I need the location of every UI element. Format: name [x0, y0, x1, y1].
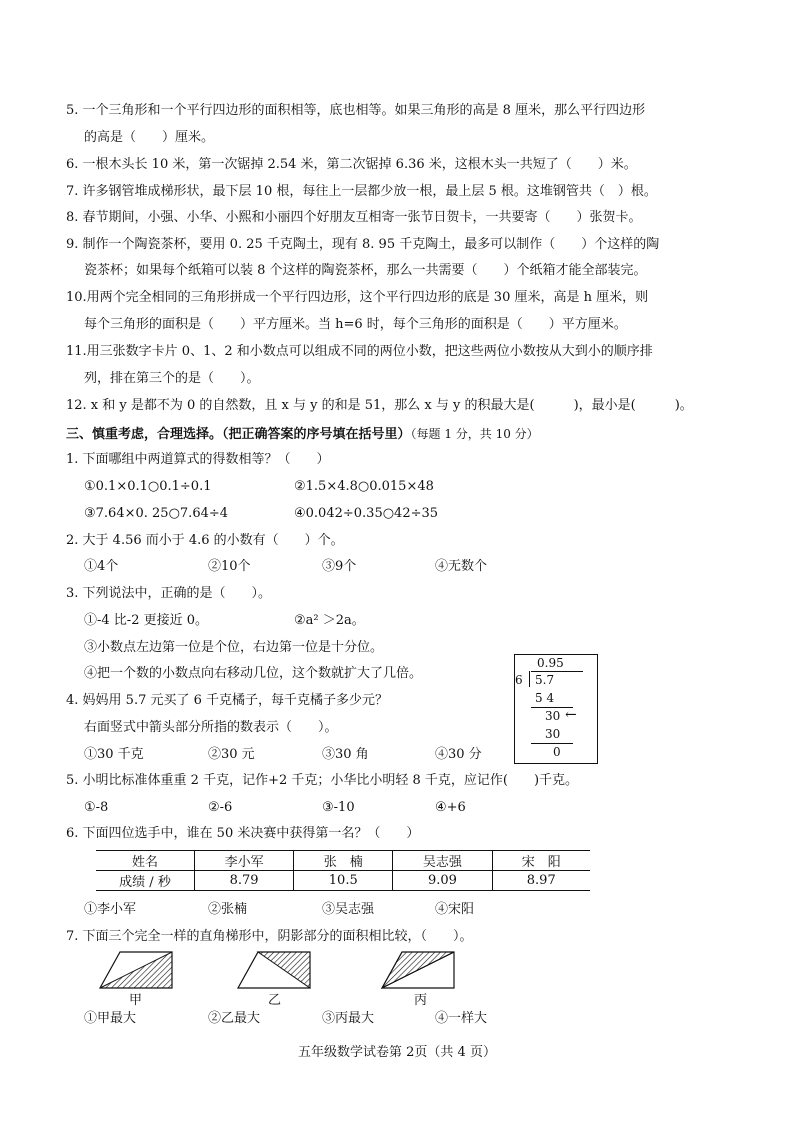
division-divisor: 6	[515, 673, 523, 687]
section3-heading	[66, 424, 539, 445]
q3-6-option-1: ①李小军	[84, 902, 137, 917]
label-jia: 甲	[129, 993, 143, 1008]
q3-1-option-4: ④0.042÷0.35○42÷35	[294, 506, 439, 521]
trapezoid-bing	[380, 950, 456, 990]
q2-8: 8. 春节期间，小强、小华、小熙和小丽四个好朋友互相寄一张节日贺卡，一共要寄（ ）张贺卡。	[66, 210, 642, 225]
table-header-row	[96, 851, 590, 871]
table-cell: 8.79	[195, 871, 294, 891]
q3-6-option-2: ②张楠	[208, 902, 248, 917]
table-cell: 9.09	[393, 871, 492, 891]
q3-1-option-1: ①0.1×0.1○0.1÷0.1	[84, 479, 212, 494]
q2-5-line1: 5. 一个三角形和一个平行四边形的面积相等，底也相等。如果三角形的高是 8 厘米，那么平行四边形	[66, 103, 646, 118]
q2-10-line1: 10.用两个完全相同的三角形拼成一个平行四边形，这个平行四边形的底是 30 厘米，高是 h 厘米，则	[66, 290, 649, 305]
section3-note: （每题 1 分，共 10 分）	[410, 427, 539, 441]
q3-6-option-4: ④宋阳	[435, 902, 475, 917]
q3-2-option-3: ③9个	[322, 559, 357, 574]
q2-10-line2: 每个三角形的面积是（ ）平方厘米。当 h=6 时，每个三角形的面积是（ ）平方厘米。	[84, 317, 627, 332]
q3-1-option-2: ②1.5×4.8○0.015×48	[294, 479, 434, 494]
q3-4-option-3: ③30 角	[322, 747, 369, 762]
q3-3-stem: 3. 下列说法中，正确的是（ ）。	[66, 586, 272, 601]
q2-12: 12. x 和 y 是都不为 0 的自然数，且 x 与 y 的和是 51，那么 x 与 y 的积最大是( )，最小是( )。	[66, 398, 693, 413]
q3-4-option-4: ④30 分	[435, 747, 482, 762]
division-dividend: 5.7	[535, 673, 555, 687]
q3-2-stem: 2. 大于 4.56 而小于 4.6 的小数有（ ）个。	[66, 533, 344, 548]
trapezoid-yi	[236, 950, 312, 990]
table-cell: 成绩 / 秒	[96, 871, 195, 891]
q3-7-option-4: ④一样大	[435, 1011, 488, 1026]
q3-3-option-1: ①-4 比-2 更接近 0。	[84, 613, 208, 628]
label-yi: 乙	[268, 993, 282, 1008]
long-division-box	[514, 654, 598, 764]
division-step2: 30	[545, 709, 561, 723]
section3-title: 三、慎重考虑，合理选择。（把正确答案的序号填在括号里）	[66, 427, 411, 442]
division-bar	[531, 671, 583, 672]
table-cell: 姓名	[96, 851, 195, 871]
q3-4-stem: 4. 妈妈用 5.7 元买了 6 千克橘子，每千克橘子多少元？	[66, 693, 389, 708]
q3-6-option-3: ③吴志强	[322, 902, 375, 917]
q2-9-line1: 9. 制作一个陶瓷茶杯，要用 0. 25 千克陶土，现有 8. 95 千克陶土，最多可以制作（ ）个这样的陶	[66, 237, 660, 252]
division-line-2	[531, 743, 573, 744]
division-step1: 5 4	[535, 691, 555, 705]
q3-7-stem: 7. 下面三个完全一样的直角梯形中，阴影部分的面积相比较，（ ）。	[66, 929, 473, 944]
division-step3: 30	[545, 727, 561, 741]
division-quotient: 0.95	[537, 656, 564, 670]
q3-2-option-1: ①4个	[84, 559, 119, 574]
q3-4-option-2: ②30 元	[208, 747, 255, 762]
q3-1-stem: 1. 下面哪组中两道算式的得数相等？（ ）	[66, 452, 330, 467]
q3-2-option-4: ④无数个	[435, 559, 488, 574]
q2-5-line2: 的高是（ ）厘米。	[84, 130, 215, 145]
trapezoid-jia	[98, 950, 174, 990]
q3-5-option-4: ④+6	[435, 800, 466, 815]
table-row	[96, 871, 590, 891]
q3-4-sub: 右面竖式中箭头部分所指的数表示（ ）。	[84, 720, 338, 735]
q3-7-option-1: ①甲最大	[84, 1011, 137, 1026]
results-table	[96, 850, 590, 891]
q3-1-option-3: ③7.64×0. 25○7.64÷4	[84, 506, 229, 521]
division-remainder: 0	[553, 745, 561, 759]
q3-2-option-2: ②10个	[208, 559, 251, 574]
table-cell: 李小军	[195, 851, 294, 871]
table-cell: 吴志强	[393, 851, 492, 871]
table-cell: 8.97	[492, 871, 590, 891]
q3-5-option-1: ①-8	[84, 800, 109, 815]
q3-7-option-2: ②乙最大	[208, 1011, 261, 1026]
page-footer: 五年级数学试卷第 2页（共 4 页）	[298, 1045, 496, 1060]
table-cell: 宋 阳	[492, 851, 590, 871]
label-bing: 丙	[414, 993, 428, 1008]
table-cell: 10.5	[294, 871, 393, 891]
q2-6: 6. 一根木头长 10 米，第一次锯掉 2.54 米，第二次锯掉 6.36 米，这根木头一共短了（ ）米。	[66, 157, 637, 172]
q3-3-option-4: ④把一个数的小数点向右移动几位，这个数就扩大了几倍。	[84, 666, 423, 681]
q3-7-option-3: ③丙最大	[322, 1011, 375, 1026]
q3-3-option-2: ②a² ＞2a。	[294, 613, 365, 628]
q3-4-option-1: ①30 千克	[84, 747, 144, 762]
q2-11-line1: 11.用三张数字卡片 0、1、2 和小数点可以组成不同的两位小数，把这些两位小数按从大到小的顺序排	[66, 344, 653, 359]
q2-7: 7. 许多钢管堆成梯形状，最下层 10 根，每往上一层都少放一根，最上层 5 根。这堆钢管共（ ）根。	[66, 184, 657, 199]
q3-5-option-2: ②-6	[208, 800, 233, 815]
division-bracket	[529, 671, 530, 687]
arrow-icon: ←	[565, 707, 577, 723]
q2-11-line2: 列，排在第三个的是（ ）。	[84, 371, 260, 386]
q3-3-option-3: ③小数点左边第一位是个位，右边第一位是十分位。	[84, 640, 384, 655]
table-cell: 张 楠	[294, 851, 393, 871]
q2-9-line2: 瓷茶杯；如果每个纸箱可以装 8 个这样的陶瓷茶杯，那么一共需要（ ）个纸箱才能全部装完。	[84, 263, 647, 278]
q3-6-stem: 6. 下面四位选手中，谁在 50 米决赛中获得第一名？（ ）	[66, 826, 420, 841]
q3-5-option-3: ③-10	[322, 800, 355, 815]
q3-5-stem: 5. 小明比标准体重重 2 千克，记作+2 千克；小华比小明轻 8 千克，应记作( )千克。	[66, 773, 579, 788]
